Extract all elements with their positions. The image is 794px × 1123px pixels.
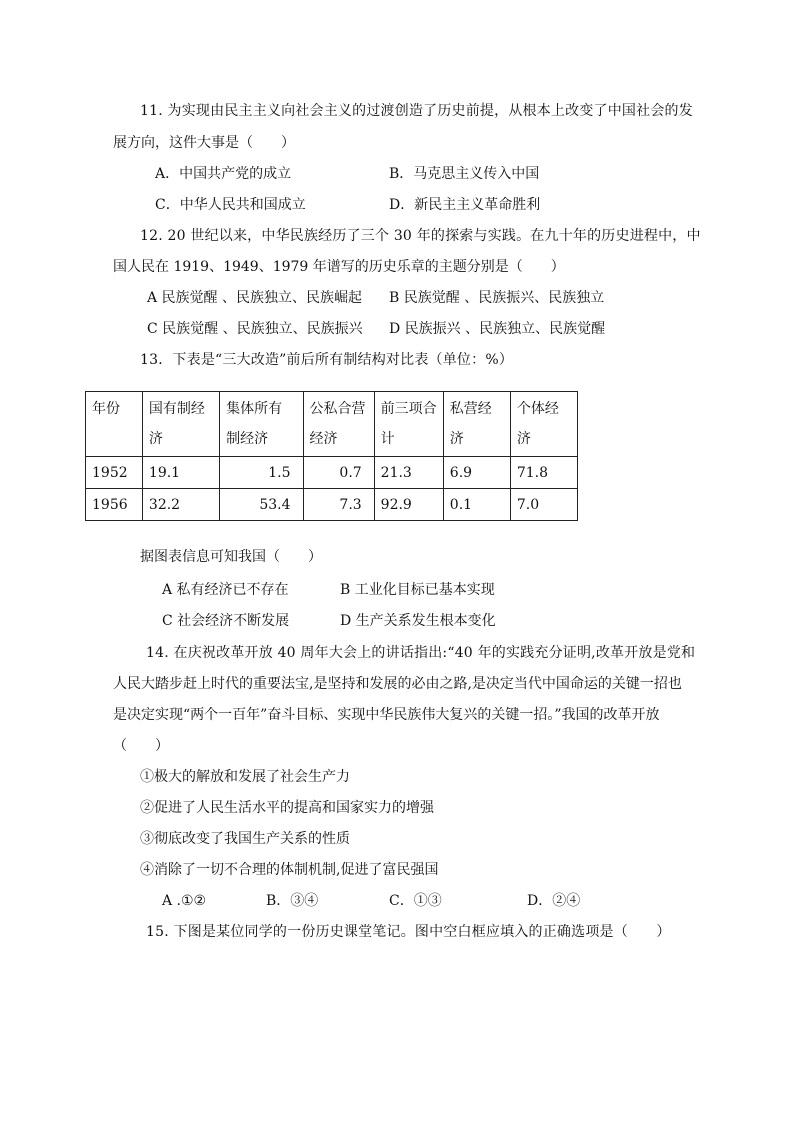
table-cell: 32.2 bbox=[142, 489, 219, 521]
table-header-cell: 国有制经 济 bbox=[142, 392, 219, 457]
q13-option-d[interactable]: D 生产关系发生根本变化 bbox=[340, 613, 496, 629]
q14-stem-line3: 是决定实现“两个一百年”奋斗目标、实现中华民族伟大复兴的关键一招。”我国的改革开放 bbox=[113, 707, 660, 723]
q14-stem-line1: 14. 在庆祝改革开放 40 周年大会上的讲话指出:“40 年的实践充分证明,改革开放是党和 bbox=[146, 645, 696, 661]
q14-option-d[interactable]: D．②④ bbox=[527, 893, 581, 909]
q11-option-b[interactable]: B．马克思主义传入中国 bbox=[389, 166, 540, 182]
table-cell: 7.0 bbox=[510, 489, 577, 521]
table-cell: 19.1 bbox=[142, 457, 219, 489]
q11-option-c[interactable]: C．中华人民共和国成立 bbox=[155, 197, 306, 213]
table-cell: 6.9 bbox=[443, 457, 510, 489]
q14-option-c[interactable]: C．①③ bbox=[389, 893, 442, 909]
q13-option-a[interactable]: A 私有经济已不存在 bbox=[162, 582, 289, 598]
table-cell: 1.5 bbox=[220, 457, 303, 489]
table-cell: 92.9 bbox=[374, 489, 443, 521]
q12-stem-line2: 国人民在 1919、1949、1979 年谱写的历史乐章的主题分别是（ ） bbox=[113, 259, 565, 275]
table-cell: 53.4 bbox=[220, 489, 303, 521]
q11-option-a[interactable]: A．中国共产党的成立 bbox=[155, 166, 292, 182]
q12-option-a[interactable]: A 民族觉醒 、民族独立、民族崛起 bbox=[147, 290, 363, 306]
table-header-cell: 个体经 济 bbox=[510, 392, 577, 457]
ownership-structure-table bbox=[85, 391, 578, 521]
q11-stem-line1: 11. 为实现由民主主义向社会主义的过渡创造了历史前提，从根本上改变了中国社会的发 bbox=[140, 103, 693, 119]
q14-statement-1: ①极大的解放和发展了社会生产力 bbox=[140, 769, 350, 785]
q11-option-d[interactable]: D．新民主主义革命胜利 bbox=[389, 197, 541, 213]
table-row bbox=[86, 457, 578, 489]
table-cell: 1956 bbox=[86, 489, 143, 521]
table-header-cell: 前三项合 计 bbox=[374, 392, 443, 457]
q15-stem: 15. 下图是某位同学的一份历史课堂笔记。图中空白框应填入的正确选项是（ ） bbox=[146, 924, 671, 940]
q13-option-c[interactable]: C 社会经济不断发展 bbox=[162, 613, 290, 629]
table-header-row bbox=[86, 392, 578, 457]
q14-option-b[interactable]: B．③④ bbox=[266, 893, 319, 909]
table-cell: 71.8 bbox=[510, 457, 577, 489]
table-cell: 0.7 bbox=[303, 457, 374, 489]
q14-statement-4: ④消除了一切不合理的体制机制,促进了富民强国 bbox=[140, 862, 439, 878]
q14-stem-line4: （ ） bbox=[113, 738, 169, 754]
table-header-cell: 集体所有 制经济 bbox=[220, 392, 303, 457]
table-cell: 7.3 bbox=[303, 489, 374, 521]
table-row bbox=[86, 489, 578, 521]
table-header-cell: 年份 bbox=[86, 392, 143, 457]
table-header-cell: 私营经 济 bbox=[443, 392, 510, 457]
table-cell: 21.3 bbox=[374, 457, 443, 489]
q13-option-b[interactable]: B 工业化目标已基本实现 bbox=[340, 582, 495, 598]
q12-stem-line1: 12. 20 世纪以来，中华民族经历了三个 30 年的探索与实践。在九十年的历史进程中，中 bbox=[140, 228, 701, 244]
q14-option-a[interactable]: A .①② bbox=[162, 893, 207, 909]
q12-option-d[interactable]: D 民族振兴 、民族独立、民族觉醒 bbox=[389, 321, 606, 337]
q13-followup: 据图表信息可知我国（ ） bbox=[140, 549, 322, 565]
q14-statement-3: ③彻底改变了我国生产关系的性质 bbox=[140, 831, 350, 847]
q11-stem-line2: 展方向，这件大事是（ ） bbox=[113, 135, 295, 151]
table-header-cell: 公私合营 经济 bbox=[303, 392, 374, 457]
q14-stem-line2: 人民大踏步赶上时代的重要法宝,是坚持和发展的必由之路,是决定当代中国命运的关键一招也 bbox=[113, 676, 682, 692]
table-cell: 0.1 bbox=[443, 489, 510, 521]
table-cell: 1952 bbox=[86, 457, 143, 489]
q12-option-c[interactable]: C 民族觉醒 、民族独立、民族振兴 bbox=[147, 321, 363, 337]
q14-statement-2: ②促进了人民生活水平的提高和国家实力的增强 bbox=[140, 800, 434, 816]
q13-stem: 13．下表是“三大改造”前后所有制结构对比表（单位：%） bbox=[140, 352, 514, 368]
q12-option-b[interactable]: B 民族觉醒 、民族振兴、民族独立 bbox=[389, 290, 605, 306]
